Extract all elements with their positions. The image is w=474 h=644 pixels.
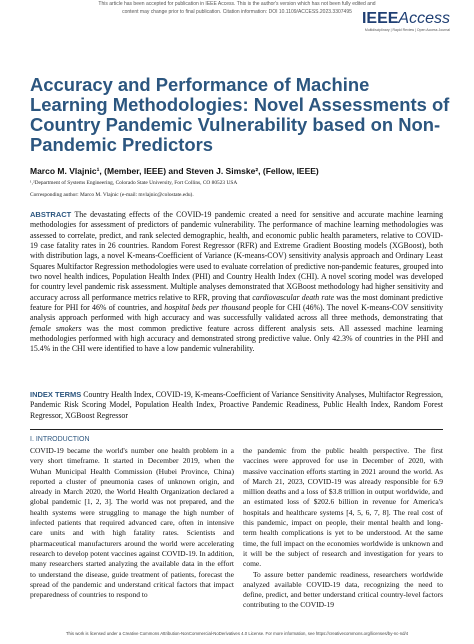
section-divider — [30, 429, 443, 430]
journal-tagline: Multidisciplinary | Rapid Review | Open Access Journal — [364, 28, 450, 32]
notice-line-1: This article has been accepted for publication in IEEE Access. This is the author's version which has not been fully edited and — [98, 1, 376, 7]
paper-title: Accuracy and Performance of Machine Learning Methodologies: Novel Assessments of Country Pandemic Vulnerability based on Non-Pandemic Predictors — [30, 74, 450, 155]
affiliation: ¹,²Department of Systems Engineering, Colorado State University, Fort Collins, CO 80523 USA — [30, 180, 238, 186]
index-terms — [30, 390, 443, 421]
introduction-paragraph-2: To assure better pandemic readiness, researchers worldwide analyzed available COVID-19 data, recognizing the need to define, predict, and better understand critical country-level factors contributing to the COVID-19 — [243, 569, 443, 610]
introduction-paragraph-1: the pandemic from the public health perspective. The first vaccines were approved for use in December of 2020, with massive vaccination efforts starting in 2021 around the world. As of March 21, 2023, COVID-19 was already responsible for 6.9 million deaths and a loss of $3.8 trillion in output worldwide, and an estimated loss of $202.6 billion in revenue for America's hospitals and healthcare systems [4, 5, 6, 7, 8]. The real cost of this pandemic, impact on people, their mental health and long-term health complications is yet to be understood. At the same time, the full impact on the economies worldwide is unknown and it will be the subject of research and investigation for years to come. — [243, 446, 443, 569]
brand-access: Access — [398, 10, 450, 27]
notice-line-2: content may change prior to final publication. Citation information: DOI 10.1109/ACCESS.2023.3307495 — [122, 9, 352, 15]
abstract-emphasis-2: hospital beds per thousand — [164, 303, 251, 313]
abstract-emphasis-3: female smokers — [30, 323, 82, 333]
abstract-emphasis-1: cardiovascular death rate — [252, 292, 335, 302]
journal-logo — [362, 11, 450, 32]
introduction-heading: I. INTRODUCTION — [30, 436, 90, 443]
brand-ieee: IEEE — [361, 10, 399, 27]
index-terms-text: Country Health Index, COVID-19, K-means-Coefficient of Variance Sensitivity Analyses, Multifactor Regression, Pandemic Risk Scoring Model, Population Health Index, Proactive Pandemic Readiness, Public Health Index, Random Forest Regressor, XGBoost Regressor — [30, 390, 443, 420]
introduction-left-column: COVID-19 became the world's number one health problem in a very short timeframe. It started in December 2019, when the Wuhan Municipal Health Commission (Hubei Province, China) reported a cluster of pneumonia cases of unknown origin, and already in March 2020, the World Health Organization declared a global pandemic [1, 2, 3]. The world was not prepared, and the health systems were struggling to manage the high number of infected patients that required advanced care, often in intensive care units and with high fatality rates. Scientists and pharmaceutical manufacturers around the world were accelerating research to develop potent vaccines against COVID-19. In addition, many researchers started analyzing the available data in the effort to understand the disease, guide treatment of patients, forecast the spread of the pandemic and understand critical factors that impact preparedness of countries to respond to — [30, 446, 234, 600]
author-list: Marco M. Vlajnic¹, (Member, IEEE) and Steven J. Simske², (Fellow, IEEE) — [30, 166, 319, 176]
abstract-text-4: was the most common predictive feature across different analysis sets. All assessed machine learning methodologies performed with high accuracy and demonstrated strong predictive value. Only 42.3% of countries in the PHI and 15.4% in the CHI were identified to have a low pandemic vulnerability. — [30, 323, 443, 354]
corresponding-author: Corresponding author: Marco M. Vlajnic (e-mail: mvlajnic@colostate.edu). — [30, 192, 194, 198]
license-footer: This work is licensed under a Creative Commons Attribution-NonCommercial-NoDerivatives 4.0 License. For more information, see https://creativecommons.org/licenses/by-nc-nd/4 — [65, 631, 409, 636]
journal-brand — [362, 11, 450, 27]
index-terms-heading: INDEX TERMS — [30, 390, 82, 399]
abstract-text-3: people for CHI (46%). The novel K-means-COV sensitivity analysis approach performed with high accuracy and was successfully validated across all three methods, demonstrating that — [30, 303, 444, 323]
abstract — [30, 210, 443, 355]
introduction-right-column — [243, 446, 443, 611]
abstract-text-1: The devastating effects of the COVID-19 pandemic created a need for sensitive and accurate machine learning methodologies for assessment of predictors of pandemic vulnerability. The performance of machine learning methodologies was assessed to correlate, predict, and rank selected demographic, health, and economic public health parameters, relative to COVID-19 case fatality rates in 26 countries. Random Forest Regressor (RFR) and Extreme Gradient Boosting models (XGBoost), both with distribution lags, a novel K-means-Coefficient of Variance (K-means-COV) sensitivity analysis approach and Ordinary Least Squares Multifactor Regression methodologies were used to evaluate correlation of predictive non-pandemic features, grouped into two novel health indices, Population Health Index (PHI) and Country Health Index (CHI). A novel scoring model was developed for country level pandemic risk assessment. Multiple analyses demonstrated that XGBoost methodology had higher sensitivity and accuracy across all performance metrics relative to RFR, proving that — [30, 210, 443, 302]
abstract-text-2: was the most dominant predictive feature for PHI for 46% of countries, and — [30, 292, 443, 313]
abstract-heading: ABSTRACT — [30, 210, 72, 219]
